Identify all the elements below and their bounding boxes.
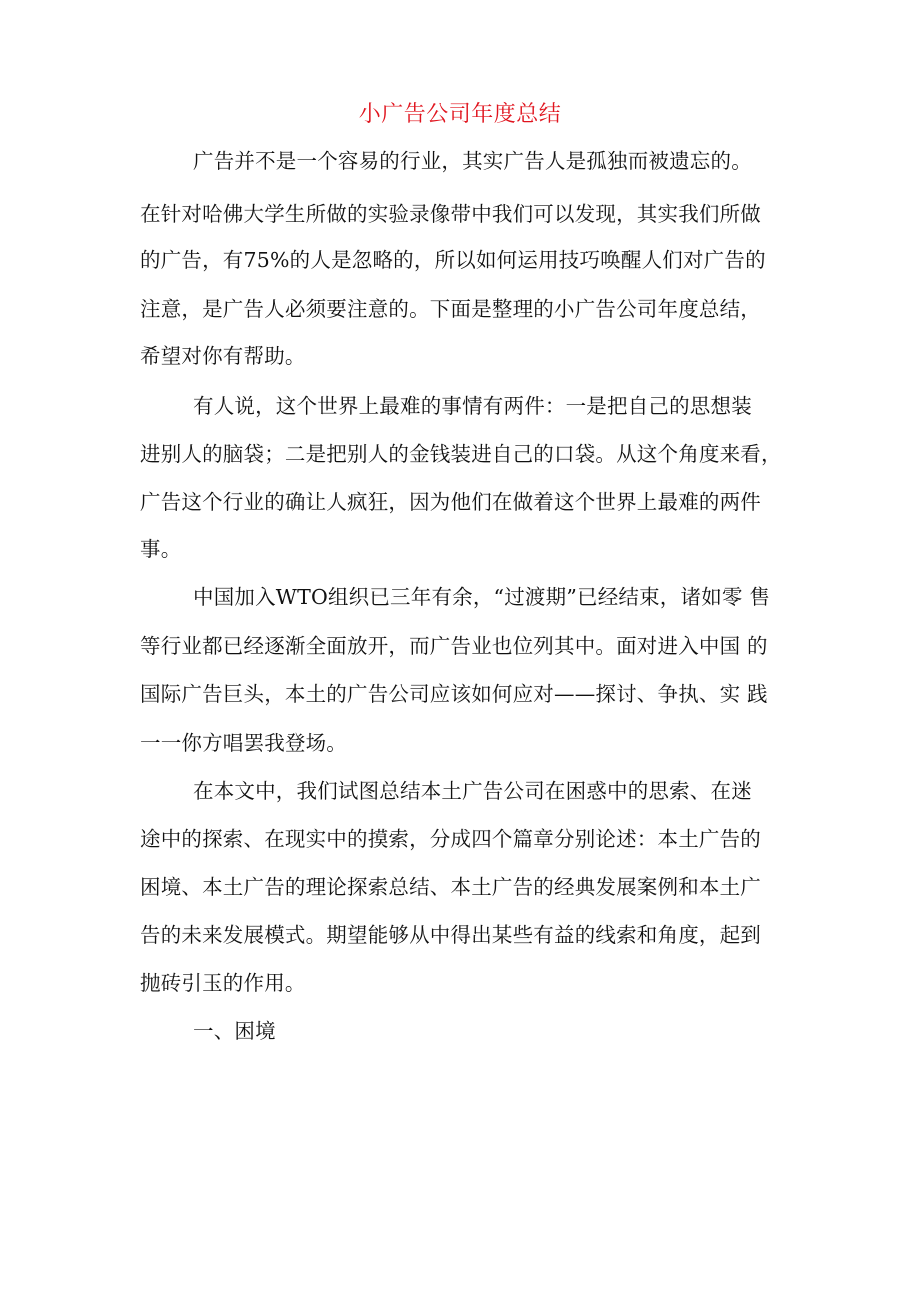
paragraph-4-line-5: 抛砖引玉的作用。 (140, 971, 306, 995)
paragraph-4-line-2: 途中的探索、在现实中的摸索，分成四个篇章分别论述：本土广告的 (140, 827, 761, 851)
document-title: 小广告公司年度总结 (358, 102, 562, 127)
paragraph-3-line-4: 一一你方唱罢我登场。 (140, 731, 347, 755)
paragraph-2-line-1: 有人说，这个世界上最难的事情有两件：一是把自己的思想装 (193, 394, 752, 418)
paragraph-2-line-4: 事。 (140, 537, 182, 561)
paragraph-3-line-1: 中国加入WTO组织已三年有余，“过渡期”已经结束，诸如零 售 (193, 585, 771, 609)
paragraph-4-line-3: 困境、本土广告的理论探索总结、本土广告的经典发展案例和本土广 (140, 875, 761, 899)
paragraph-2-line-3: 广告这个行业的确让人疯狂，因为他们在做着这个世界上最难的两件 (140, 490, 761, 514)
paragraph-4-line-1: 在本文中，我们试图总结本土广告公司在困惑中的思索、在迷 (193, 779, 752, 803)
paragraph-1-line-1: 广告并不是一个容易的行业，其实广告人是孤独而被遗忘的。 (193, 149, 752, 173)
paragraph-4-line-4: 告的未来发展模式。期望能够从中得出某些有益的线索和角度，起到 (140, 923, 761, 947)
section-heading-kunjing: 一、困境 (193, 1019, 276, 1043)
paragraph-1-line-2: 在针对哈佛大学生所做的实验录像带中我们可以发现，其实我们所做 (140, 202, 761, 226)
paragraph-1-line-3: 的广告，有75%的人是忽略的，所以如何运用技巧唤醒人们对广告的 (140, 248, 766, 272)
paragraph-2-line-2: 进别人的脑袋；二是把别人的金钱装进自己的口袋。从这个角度来看， (140, 442, 782, 466)
paragraph-1-line-5: 希望对你有帮助。 (140, 344, 306, 368)
paragraph-3-line-3: 国际广告巨头，本土的广告公司应该如何应对——探讨、争执、实 践 (140, 682, 768, 706)
paragraph-3-line-2: 等行业都已经逐渐全面放开，而广告业也位列其中。面对进入中国 的 (140, 634, 768, 658)
paragraph-1-line-4: 注意，是广告人必须要注意的。下面是整理的小广告公司年度总结， (140, 297, 761, 321)
